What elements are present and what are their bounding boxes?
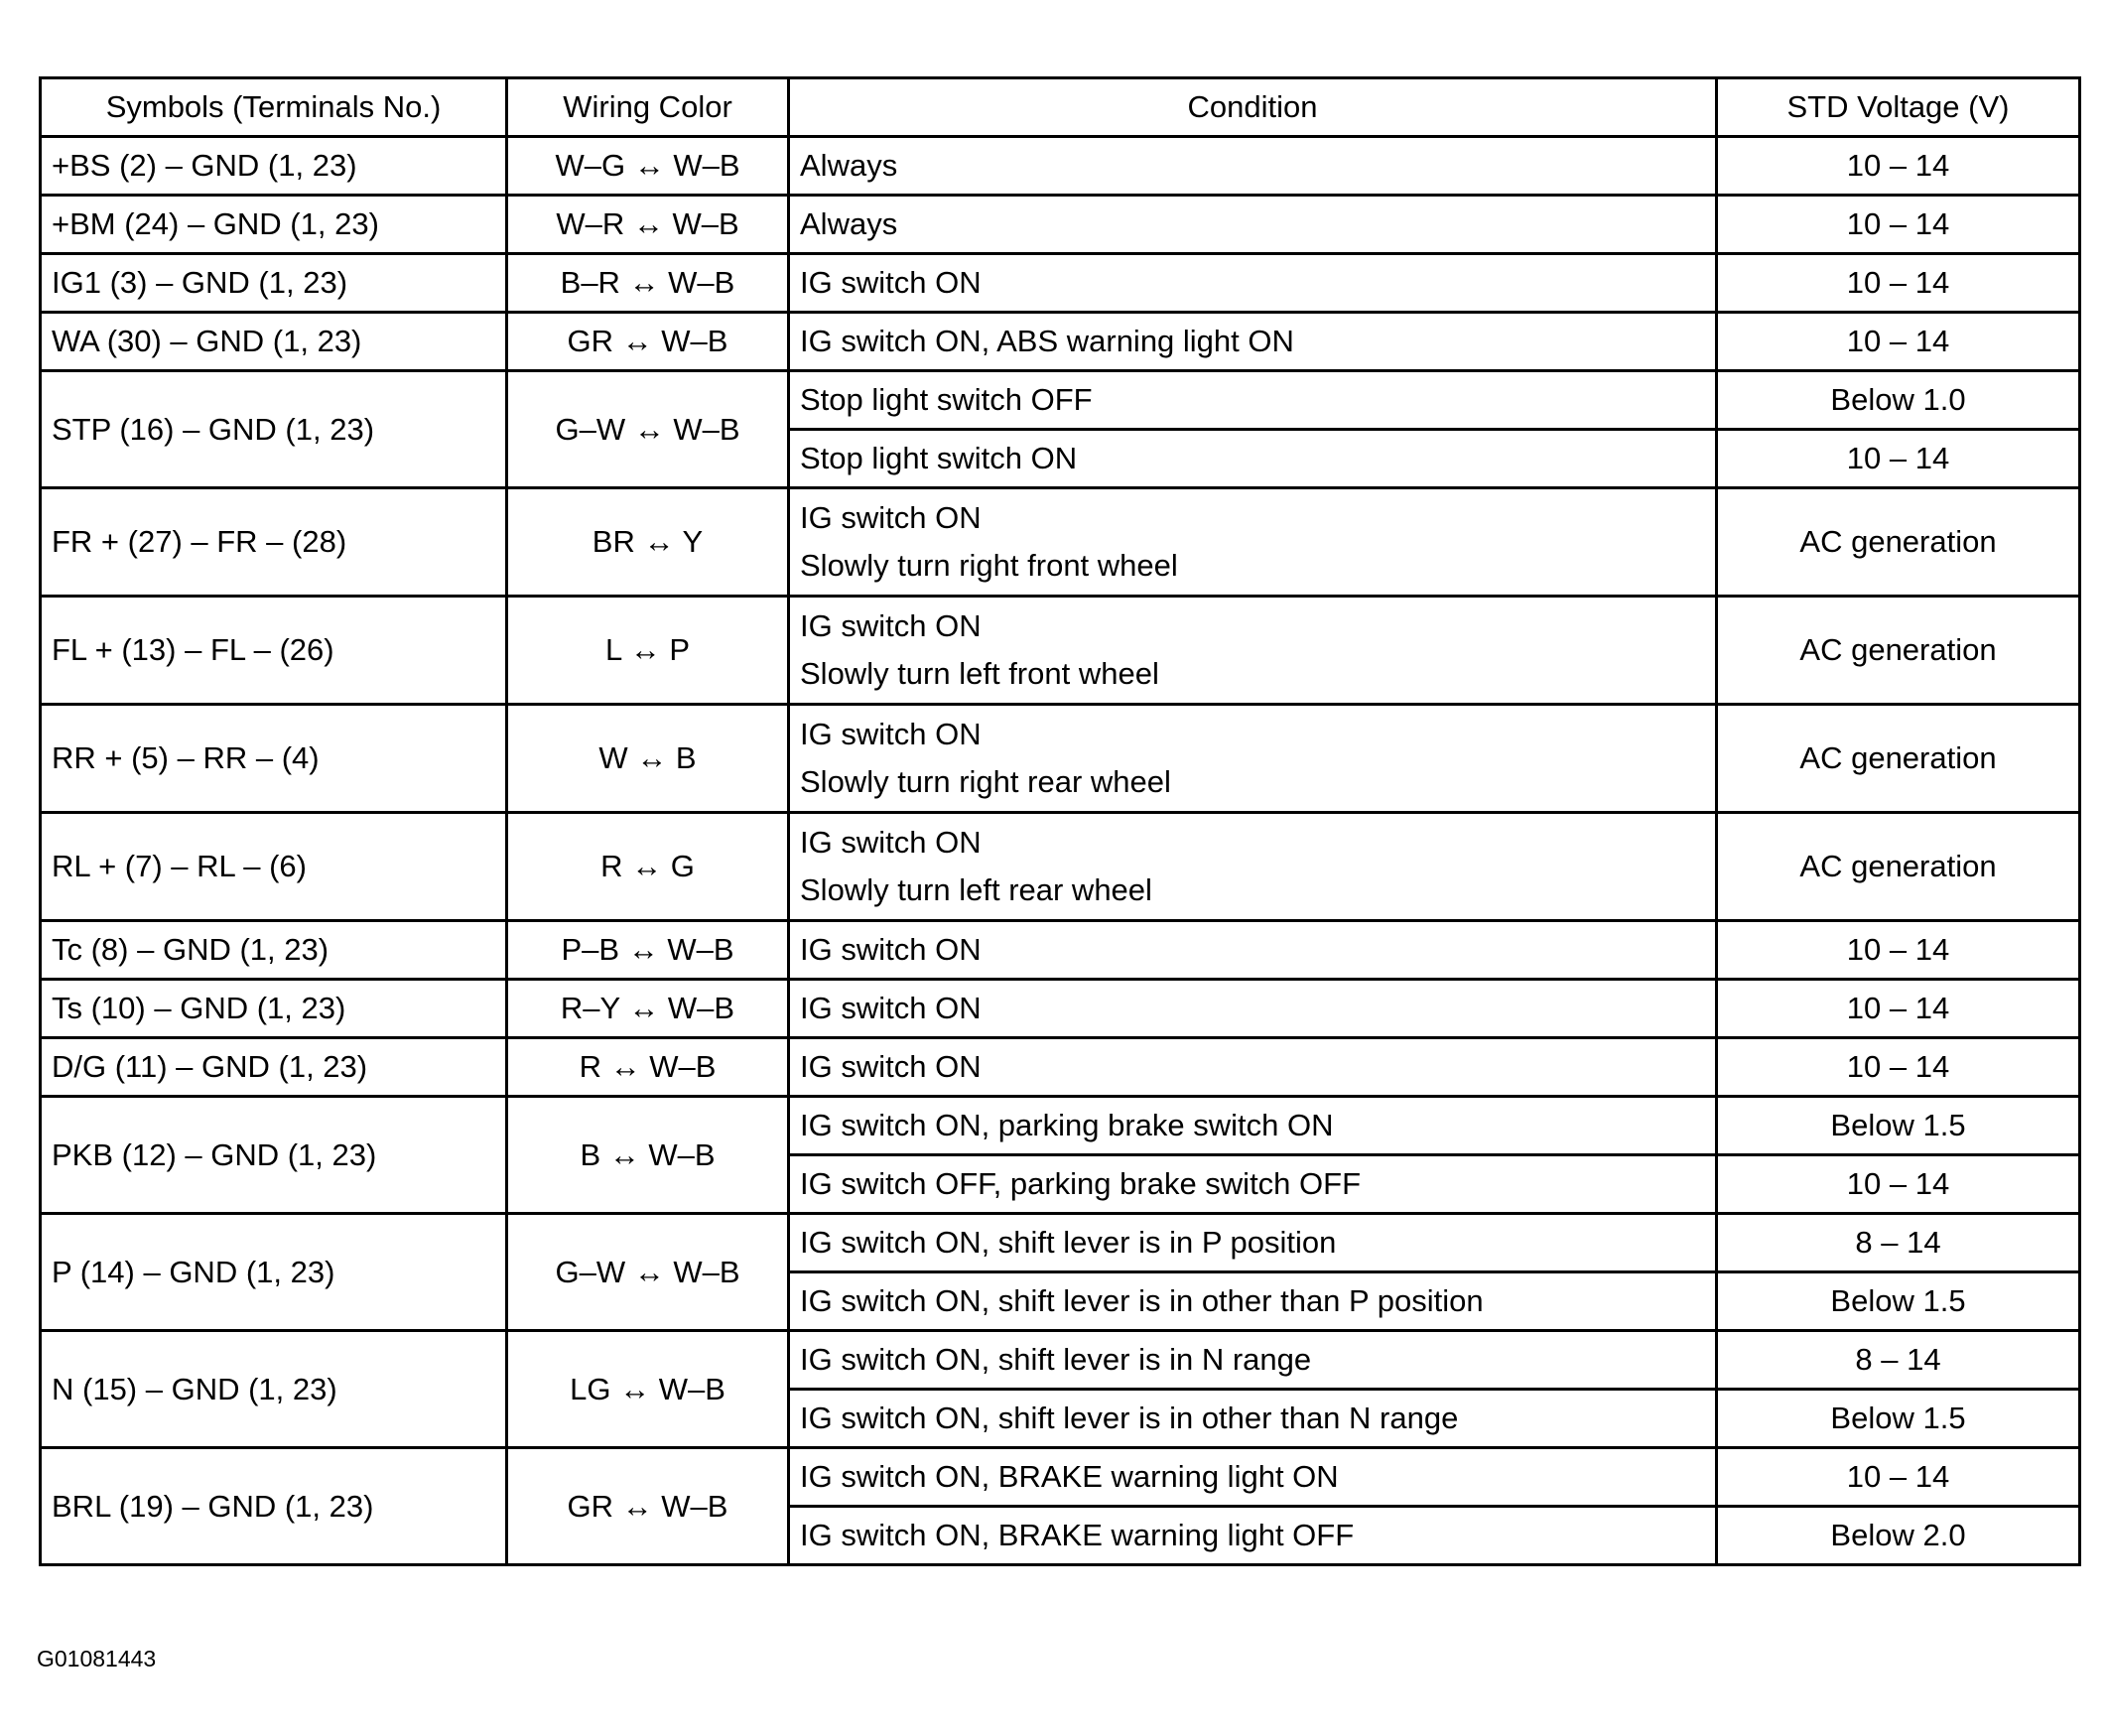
condition-text: IG switch ON	[800, 717, 982, 751]
table-row	[41, 597, 2080, 705]
std-voltage: 10 – 14	[1717, 1448, 2080, 1507]
condition-cell	[789, 921, 1717, 980]
condition-text: IG switch ON, ABS warning light ON	[800, 324, 1294, 358]
wiring-color: G–W ↔ W–B	[507, 371, 789, 488]
condition-text: IG switch ON	[800, 1049, 982, 1084]
std-voltage: 10 – 14	[1717, 196, 2080, 254]
wiring-color: R–Y ↔ W–B	[507, 980, 789, 1038]
condition-text: Slowly turn right rear wheel	[800, 764, 1171, 799]
terminal-symbol: IG1 (3) – GND (1, 23)	[41, 254, 507, 313]
wiring-color: LG ↔ W–B	[507, 1331, 789, 1448]
header-std-voltage: STD Voltage (V)	[1717, 78, 2080, 137]
condition-cell	[789, 1155, 1717, 1214]
condition-cell	[789, 1390, 1717, 1448]
condition-text: Always	[800, 206, 898, 241]
wiring-color: L ↔ P	[507, 597, 789, 705]
std-voltage: Below 1.5	[1717, 1390, 2080, 1448]
terminal-symbol: P (14) – GND (1, 23)	[41, 1214, 507, 1331]
condition-cell	[789, 196, 1717, 254]
terminal-symbol: FL + (13) – FL – (26)	[41, 597, 507, 705]
wiring-color: R ↔ W–B	[507, 1038, 789, 1097]
condition-text: IG switch ON, shift lever is in other than N range	[800, 1401, 1459, 1435]
condition-text: Slowly turn left front wheel	[800, 656, 1159, 691]
condition-cell	[789, 313, 1717, 371]
header-condition: Condition	[789, 78, 1717, 137]
condition-cell	[789, 1272, 1717, 1331]
terminal-voltage-table	[39, 76, 2081, 1566]
table-row	[41, 254, 2080, 313]
condition-cell	[789, 1507, 1717, 1565]
condition-text: IG switch ON	[800, 608, 982, 643]
condition-cell	[789, 1214, 1717, 1272]
wiring-color: B–R ↔ W–B	[507, 254, 789, 313]
table-row	[41, 1214, 2080, 1272]
table-row	[41, 1448, 2080, 1507]
condition-cell	[789, 980, 1717, 1038]
std-voltage: Below 1.5	[1717, 1272, 2080, 1331]
wiring-color: B ↔ W–B	[507, 1097, 789, 1214]
condition-cell	[789, 1331, 1717, 1390]
wiring-color: BR ↔ Y	[507, 488, 789, 597]
terminal-symbol: RL + (7) – RL – (6)	[41, 813, 507, 921]
condition-text: IG switch ON	[800, 500, 982, 535]
table-row	[41, 313, 2080, 371]
condition-cell	[789, 1097, 1717, 1155]
table-row	[41, 488, 2080, 597]
condition-text: IG switch ON, shift lever is in N range	[800, 1342, 1312, 1377]
wiring-color: R ↔ G	[507, 813, 789, 921]
terminal-symbol: Ts (10) – GND (1, 23)	[41, 980, 507, 1038]
condition-cell	[789, 371, 1717, 430]
condition-cell	[789, 813, 1717, 921]
header-row	[41, 78, 2080, 137]
wiring-color: GR ↔ W–B	[507, 1448, 789, 1565]
condition-cell	[789, 1038, 1717, 1097]
condition-cell	[789, 254, 1717, 313]
condition-text: IG switch ON, parking brake switch ON	[800, 1108, 1334, 1142]
table-row	[41, 705, 2080, 813]
terminal-symbol: D/G (11) – GND (1, 23)	[41, 1038, 507, 1097]
condition-text: IG switch ON, BRAKE warning light OFF	[800, 1518, 1355, 1552]
condition-text: IG switch ON	[800, 265, 982, 300]
std-voltage: AC generation	[1717, 597, 2080, 705]
figure-id: G01081443	[37, 1646, 157, 1671]
table-row	[41, 921, 2080, 980]
std-voltage: Below 2.0	[1717, 1507, 2080, 1565]
table-row	[41, 813, 2080, 921]
terminal-symbol: WA (30) – GND (1, 23)	[41, 313, 507, 371]
std-voltage: 10 – 14	[1717, 1038, 2080, 1097]
wiring-color: GR ↔ W–B	[507, 313, 789, 371]
terminal-symbol: Tc (8) – GND (1, 23)	[41, 921, 507, 980]
condition-text: IG switch ON	[800, 991, 982, 1025]
std-voltage: AC generation	[1717, 705, 2080, 813]
wiring-color: W ↔ B	[507, 705, 789, 813]
std-voltage: Below 1.5	[1717, 1097, 2080, 1155]
std-voltage: 10 – 14	[1717, 1155, 2080, 1214]
terminal-symbol: STP (16) – GND (1, 23)	[41, 371, 507, 488]
std-voltage: 8 – 14	[1717, 1214, 2080, 1272]
table-row	[41, 1097, 2080, 1155]
wiring-color: W–G ↔ W–B	[507, 137, 789, 196]
table-row	[41, 137, 2080, 196]
terminal-symbol: N (15) – GND (1, 23)	[41, 1331, 507, 1448]
condition-text: IG switch ON, shift lever is in P position	[800, 1225, 1337, 1260]
condition-cell	[789, 137, 1717, 196]
condition-text: Slowly turn right front wheel	[800, 548, 1178, 583]
condition-cell	[789, 488, 1717, 597]
terminal-symbol: +BM (24) – GND (1, 23)	[41, 196, 507, 254]
wiring-color: W–R ↔ W–B	[507, 196, 789, 254]
std-voltage: 10 – 14	[1717, 921, 2080, 980]
std-voltage: 10 – 14	[1717, 980, 2080, 1038]
header-wiring-color: Wiring Color	[507, 78, 789, 137]
condition-cell	[789, 597, 1717, 705]
table-row	[41, 371, 2080, 430]
terminal-symbol: +BS (2) – GND (1, 23)	[41, 137, 507, 196]
std-voltage: 10 – 14	[1717, 137, 2080, 196]
condition-text: Stop light switch ON	[800, 441, 1078, 475]
terminal-symbol: BRL (19) – GND (1, 23)	[41, 1448, 507, 1565]
wiring-color: P–B ↔ W–B	[507, 921, 789, 980]
std-voltage: Below 1.0	[1717, 371, 2080, 430]
std-voltage: 10 – 14	[1717, 430, 2080, 488]
table-row	[41, 980, 2080, 1038]
condition-text: IG switch OFF, parking brake switch OFF	[800, 1166, 1362, 1201]
condition-text: Slowly turn left rear wheel	[800, 872, 1152, 907]
condition-text: IG switch ON	[800, 932, 982, 967]
std-voltage: 10 – 14	[1717, 313, 2080, 371]
terminal-symbol: FR + (27) – FR – (28)	[41, 488, 507, 597]
condition-cell	[789, 1448, 1717, 1507]
table-row	[41, 196, 2080, 254]
condition-text: Stop light switch OFF	[800, 382, 1093, 417]
std-voltage: AC generation	[1717, 813, 2080, 921]
std-voltage: AC generation	[1717, 488, 2080, 597]
condition-text: IG switch ON, shift lever is in other than P position	[800, 1283, 1484, 1318]
table-body	[41, 137, 2080, 1565]
terminal-symbol: PKB (12) – GND (1, 23)	[41, 1097, 507, 1214]
header-symbols: Symbols (Terminals No.)	[41, 78, 507, 137]
wiring-color: G–W ↔ W–B	[507, 1214, 789, 1331]
table-row	[41, 1331, 2080, 1390]
condition-text: IG switch ON	[800, 825, 982, 860]
condition-cell	[789, 705, 1717, 813]
condition-cell	[789, 430, 1717, 488]
std-voltage: 10 – 14	[1717, 254, 2080, 313]
std-voltage: 8 – 14	[1717, 1331, 2080, 1390]
table-row	[41, 1038, 2080, 1097]
terminal-symbol: RR + (5) – RR – (4)	[41, 705, 507, 813]
condition-text: Always	[800, 148, 898, 183]
condition-text: IG switch ON, BRAKE warning light ON	[800, 1459, 1339, 1494]
